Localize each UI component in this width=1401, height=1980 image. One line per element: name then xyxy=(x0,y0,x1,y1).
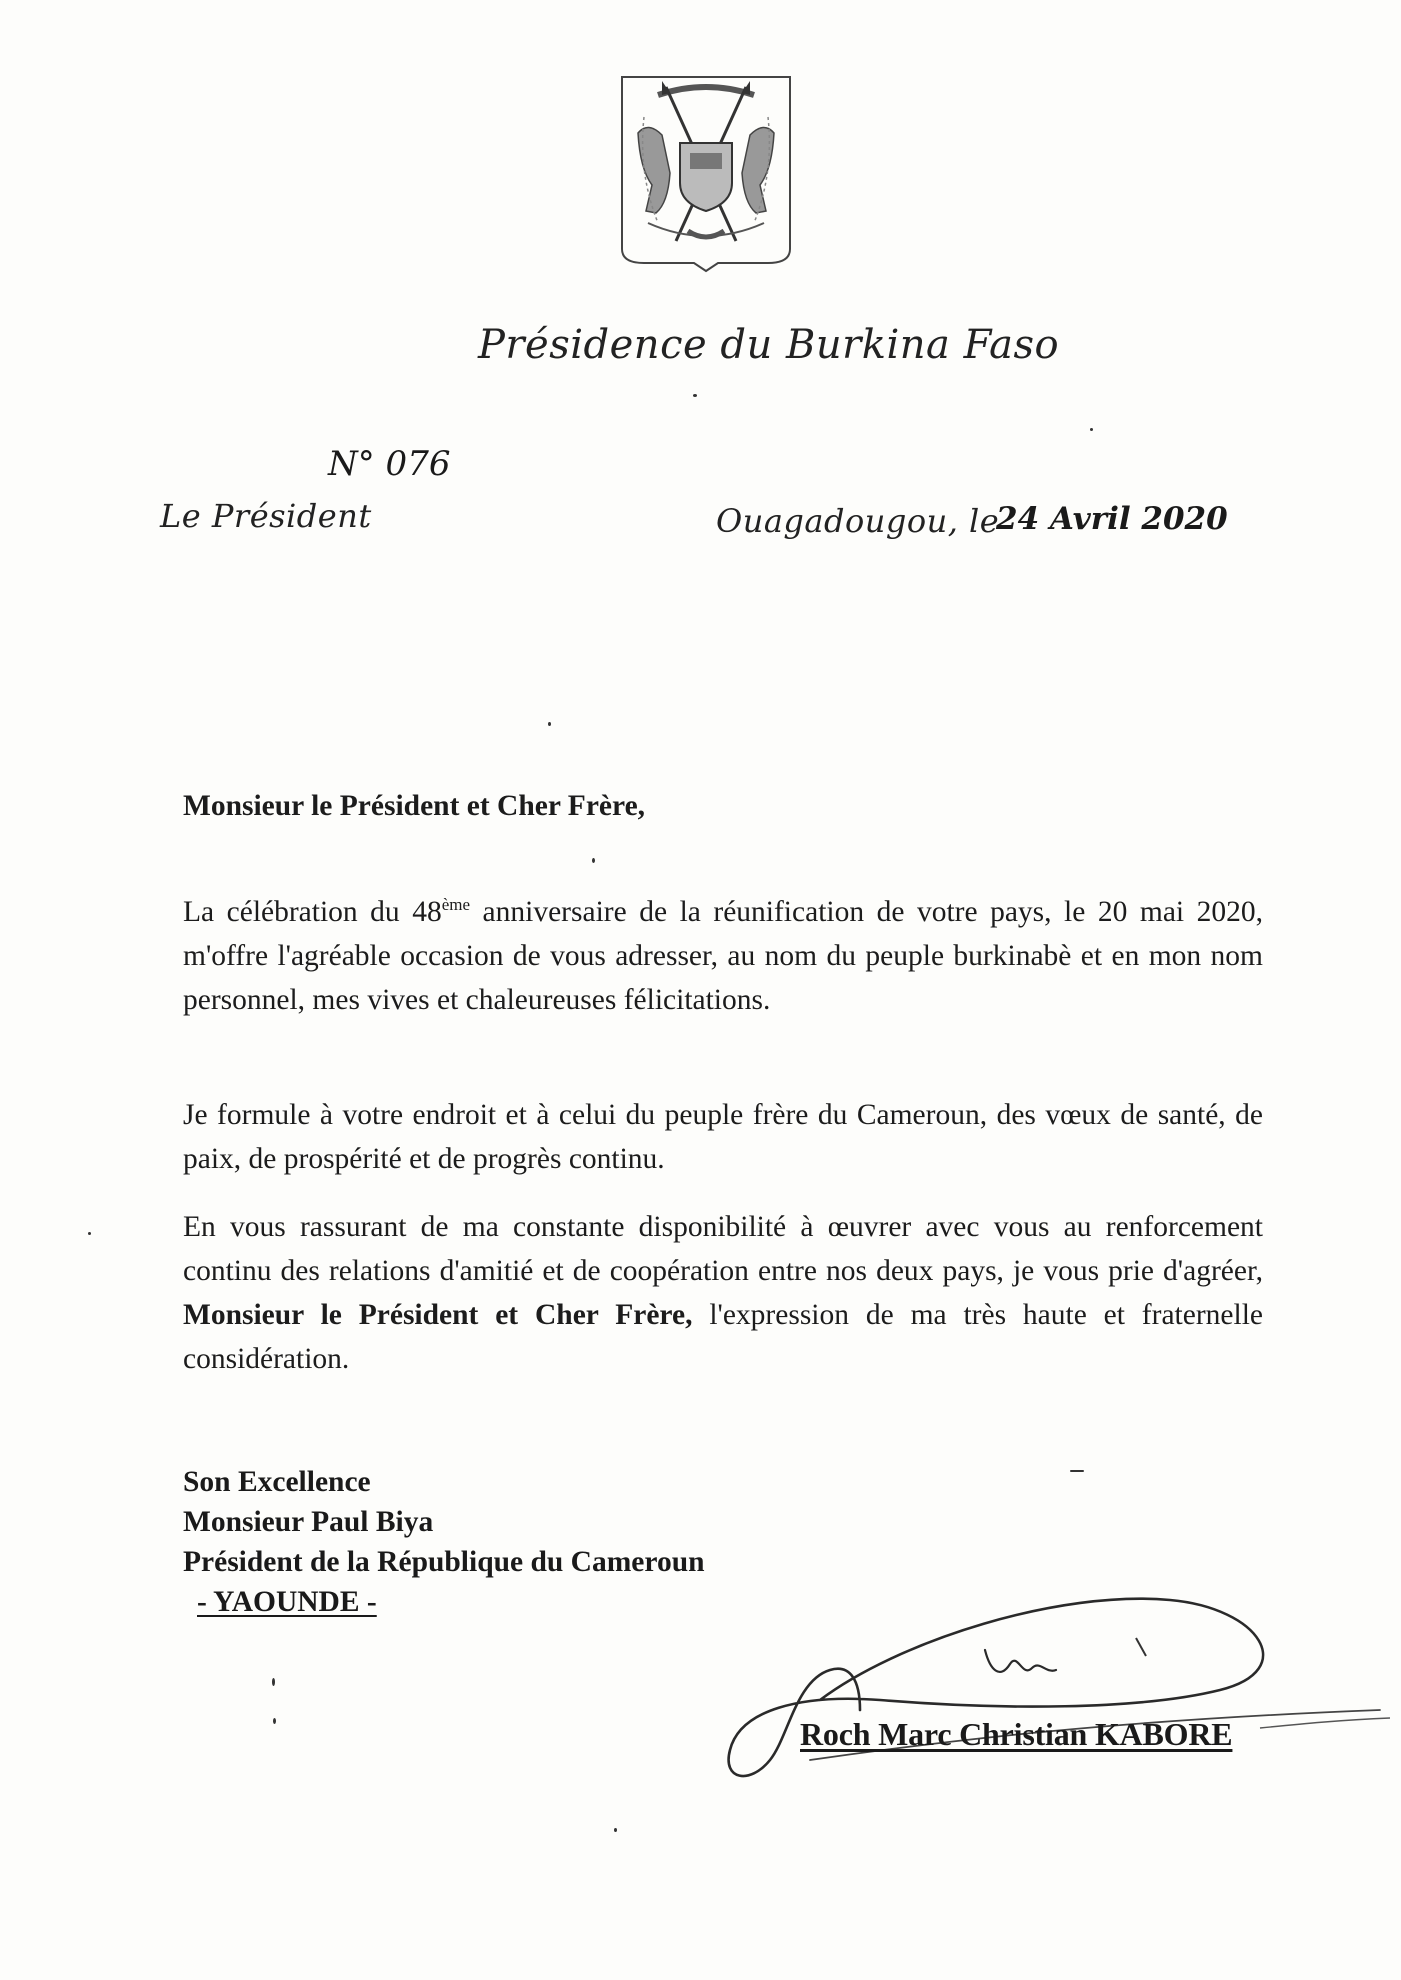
para1-rest: anniversaire de la réunification de votre pays, le 20 mai 2020, m'offre l'agréable occasion de vous adresser, au nom du peuple burkinabè et en mon nom personnel, mes vives et chaleureuses félicitations. xyxy=(183,896,1263,1016)
recipient-line-3: Président de la République du Cameroun xyxy=(183,1546,705,1578)
scan-speck xyxy=(614,1828,617,1832)
reference-number: N° 076 xyxy=(328,444,451,484)
signer-name: Roch Marc Christian KABORE xyxy=(800,1716,1233,1752)
para1-ordinal-suffix: ème xyxy=(441,895,471,914)
scan-speck xyxy=(1090,428,1093,431)
scan-speck xyxy=(693,394,697,397)
scan-speck xyxy=(272,1678,275,1686)
salutation: Monsieur le Président et Cher Frère, xyxy=(183,790,646,822)
letter-date: 24 Avril 2020 xyxy=(996,501,1228,537)
para3-end: l'expression de ma très haute et fraternelle considération. xyxy=(183,1299,1263,1375)
recipient-line-2: Monsieur Paul Biya xyxy=(183,1506,434,1538)
para3-start: En vous rassurant de ma constante disponibilité à œuvrer avec vous au renforcement continu des relations d'amitié et de coopération entre nos deux pays, je vous prie d'agréer, xyxy=(183,1211,1263,1287)
scan-speck xyxy=(592,858,595,863)
scan-speck xyxy=(88,1232,91,1235)
para3-bold-address: Monsieur le Président et Cher Frère, xyxy=(183,1299,693,1331)
place-label: Ouagadougou, le xyxy=(716,502,1000,540)
scan-speck xyxy=(273,1718,276,1724)
scan-speck xyxy=(1070,1470,1084,1472)
recipient-city: - YAOUNDE - xyxy=(197,1586,377,1618)
para1-start: La célébration du 48 xyxy=(183,896,442,928)
recipient-line-1: Son Excellence xyxy=(183,1466,371,1498)
paragraph-wishes: Je formule à votre endroit et à celui du peuple frère du Cameroun, des vœux de santé, de paix, de prospérité et de progrès continu. xyxy=(183,1099,1263,1175)
handwritten-signature xyxy=(700,1560,1390,1790)
paragraph-closing xyxy=(183,1205,1263,1381)
coat-of-arms-icon xyxy=(618,73,794,273)
presidence-heading: Présidence du Burkina Faso xyxy=(478,322,1060,368)
paragraph-congratulations xyxy=(183,890,1263,1022)
scan-speck xyxy=(548,722,551,726)
office-title: Le Président xyxy=(160,497,372,535)
